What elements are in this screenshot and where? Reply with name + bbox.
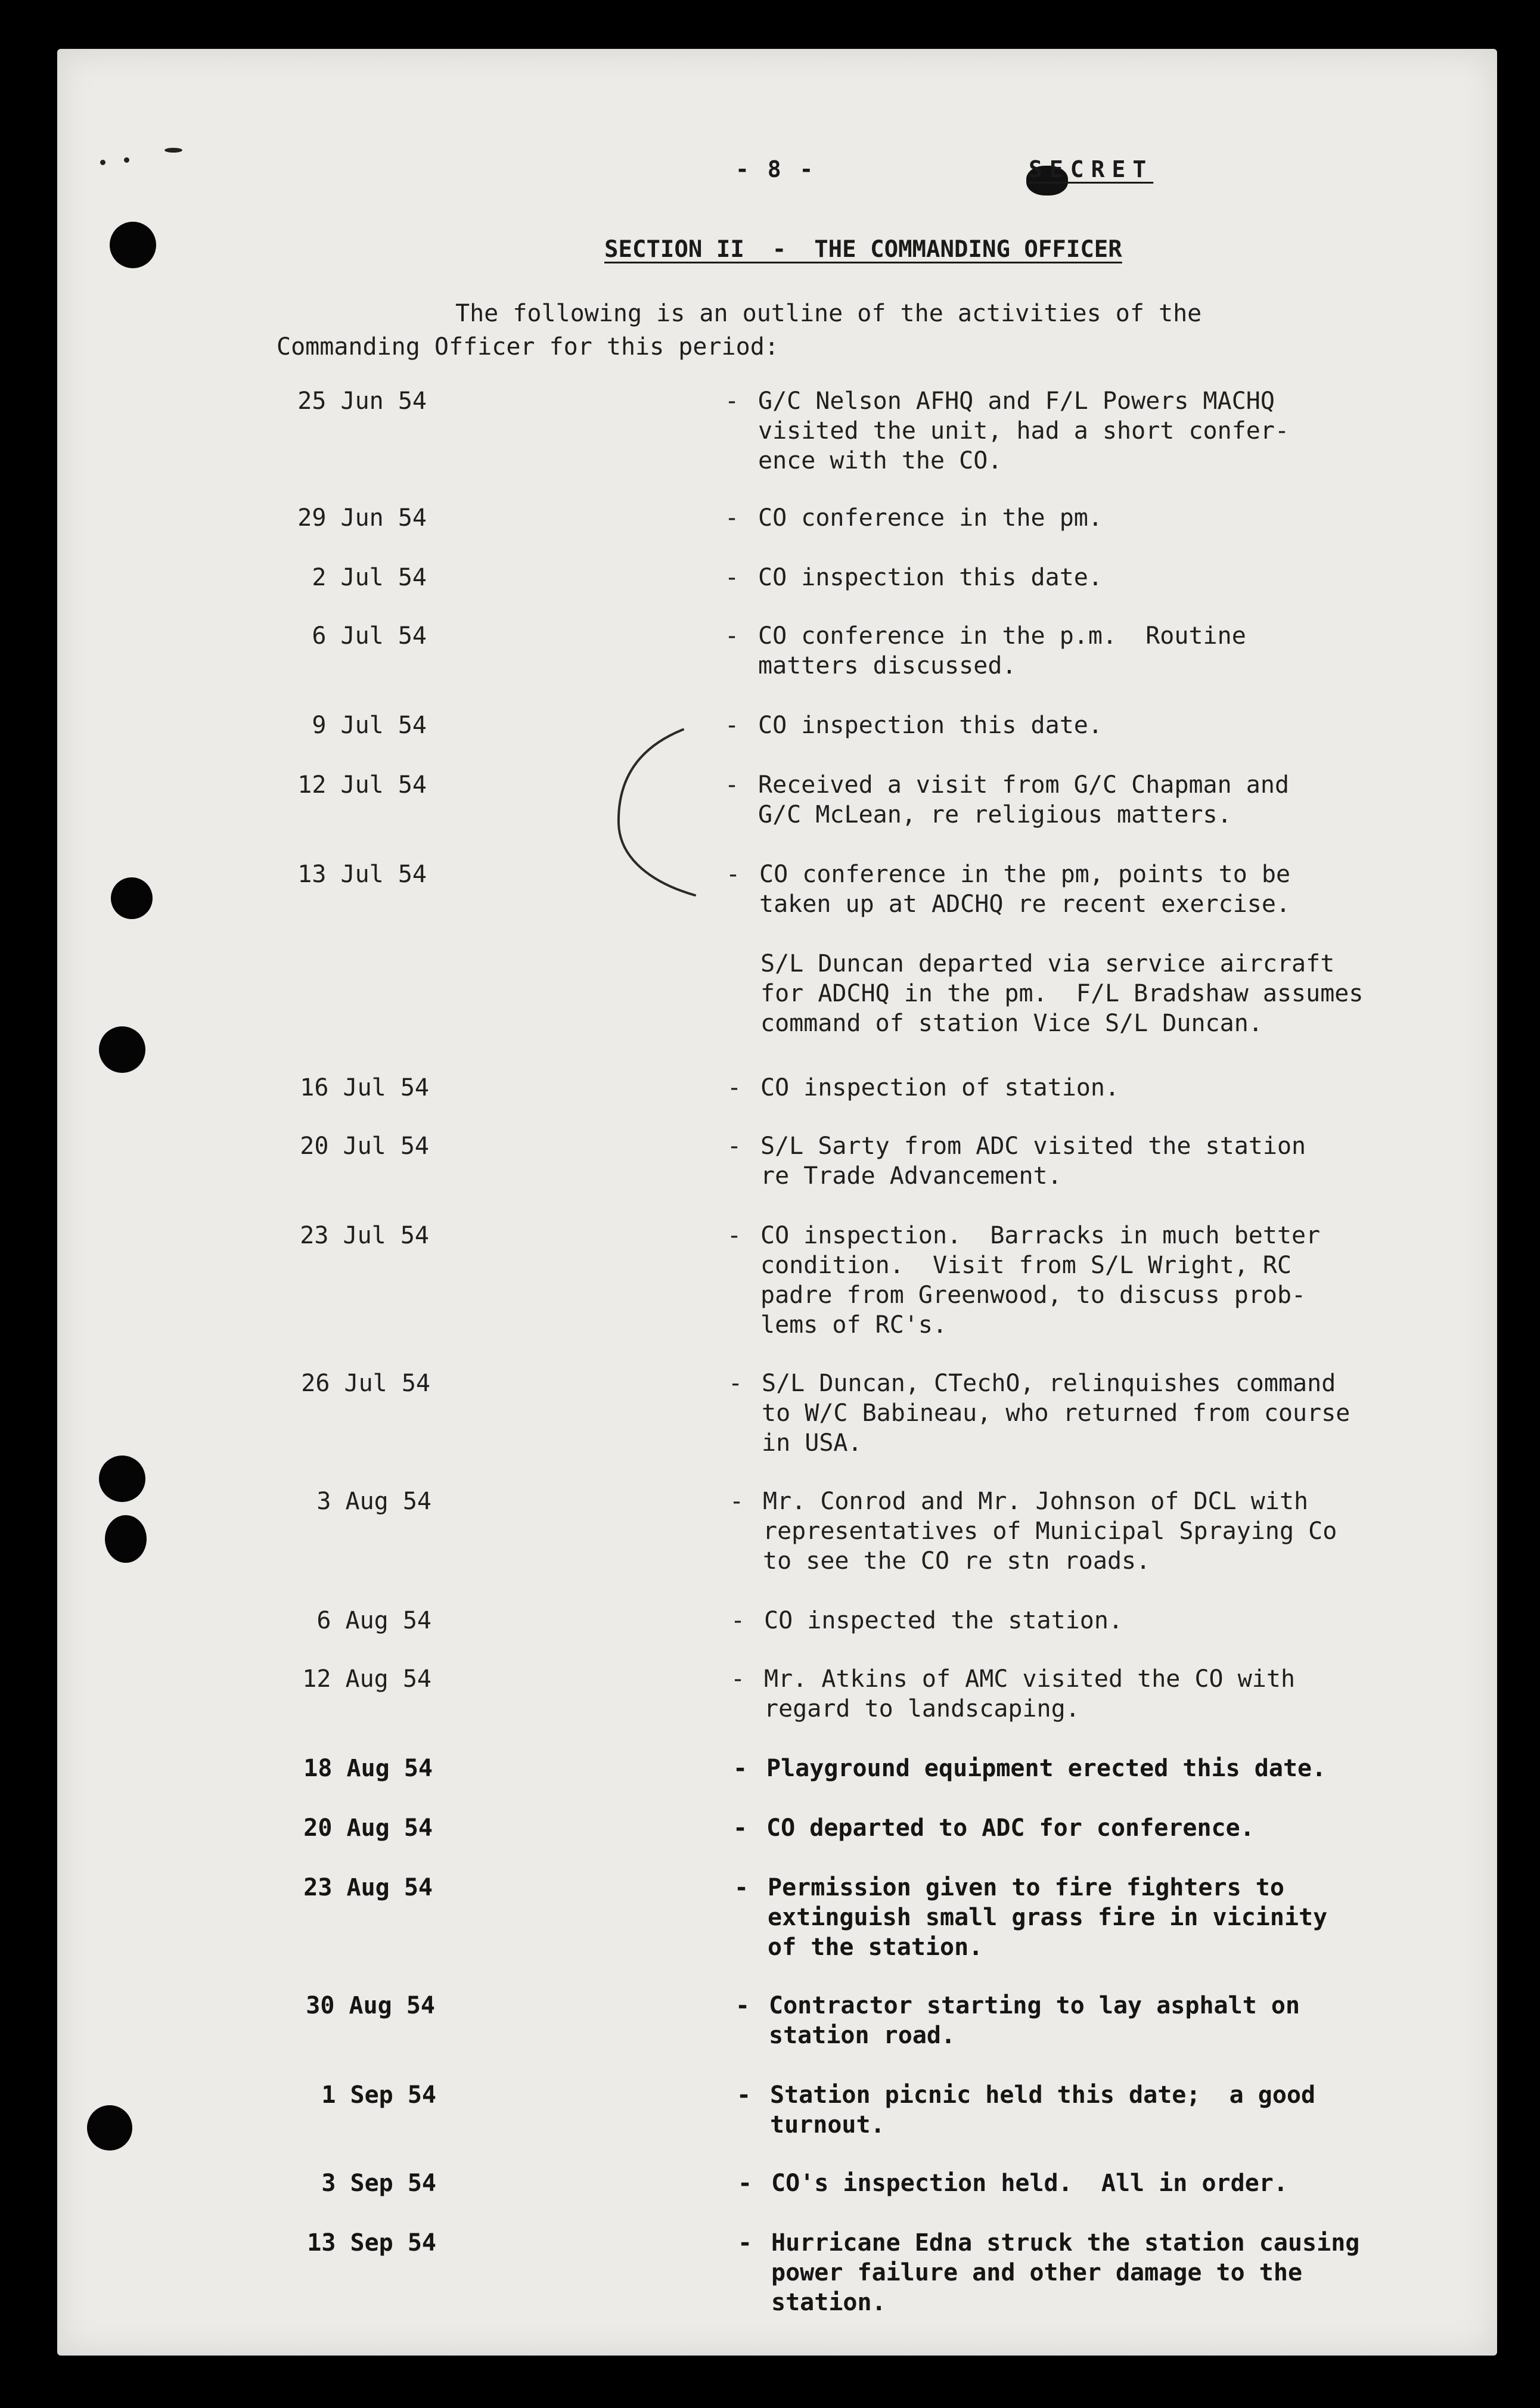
entry-date: 2 Jul 54 [312, 564, 427, 591]
entry-description: - CO's inspection held. All in order. [738, 2170, 1288, 2197]
entry-description: S/L Duncan departed via service aircraft for ADCHQ in the pm. F/L Bradshaw assumes command of station Vice S/L Duncan. [760, 950, 1364, 1037]
entry-date: 29 Jun 54 [297, 504, 427, 532]
entry-date: 13 Sep 54 [307, 2229, 436, 2257]
entry-date: 3 Sep 54 [321, 2170, 436, 2197]
intro-line: The following is an outline of the activities of the [455, 300, 1202, 327]
entry-description: - Mr. Conrod and Mr. Johnson of DCL with representatives of Municipal Spraying Co to see the CO re stn roads. [729, 1488, 1337, 1575]
entry-description: - Hurricane Edna struck the station causing power failure and other damage to the station. [738, 2229, 1360, 2316]
entry-date: 30 Aug 54 [306, 1992, 435, 2019]
entry-date: 9 Jul 54 [312, 712, 427, 739]
entry-description: - Contractor starting to lay asphalt on station road. [735, 1992, 1300, 2049]
entry-date: 26 Jul 54 [301, 1370, 430, 1397]
entry-description: - CO inspection this date. [725, 712, 1103, 739]
entry-date: 12 Aug 54 [302, 1665, 431, 1693]
entry-description: - CO inspection of station. [727, 1074, 1120, 1101]
entry-description: - CO inspection this date. [725, 564, 1103, 591]
section-title: SECTION II - THE COMMANDING OFFICER [604, 236, 1122, 263]
classification-marking: SECRET [1029, 156, 1154, 182]
entry-date: 13 Jul 54 [297, 861, 427, 888]
entry-description: - G/C Nelson AFHQ and F/L Powers MACHQ visited the unit, had a short confer- ence with the CO. [725, 387, 1290, 474]
entry-date: 12 Jul 54 [297, 771, 427, 799]
document-page [57, 49, 1497, 2356]
entry-date: 23 Jul 54 [300, 1222, 429, 1249]
entry-description: - S/L Duncan, CTechO, relinquishes command to W/C Babineau, who returned from course in USA. [728, 1370, 1350, 1457]
entry-date: 1 Sep 54 [321, 2081, 436, 2109]
entry-date: 20 Aug 54 [303, 1814, 433, 1842]
entry-description: - Received a visit from G/C Chapman and G/C McLean, re religious matters. [725, 771, 1290, 828]
entry-date: 6 Jul 54 [312, 622, 427, 650]
entry-date: 25 Jun 54 [297, 387, 427, 415]
entry-description: - CO conference in the p.m. Routine matters discussed. [725, 622, 1246, 679]
entry-description: - CO inspected the station. [731, 1607, 1123, 1634]
entry-description: - Permission given to fire fighters to extinguish small grass fire in vicinity of the station. [734, 1874, 1328, 1961]
entry-description: - CO departed to ADC for conference. [733, 1814, 1255, 1842]
entry-date: 16 Jul 54 [300, 1074, 429, 1101]
entry-description: - CO conference in the pm. [725, 504, 1103, 532]
entry-description: - S/L Sarty from ADC visited the station re Trade Advancement. [727, 1132, 1306, 1190]
entry-date: 20 Jul 54 [300, 1132, 429, 1160]
entry-description: - Station picnic held this date; a good turnout. [737, 2081, 1316, 2139]
intro-line: Commanding Officer for this period: [277, 333, 779, 361]
entry-date: 6 Aug 54 [316, 1607, 431, 1634]
entry-description: - Mr. Atkins of AMC visited the CO with regard to landscaping. [731, 1665, 1296, 1723]
page-number: - 8 - [735, 156, 816, 182]
entry-description: - CO inspection. Barracks in much better condition. Visit from S/L Wright, RC padre from Greenwood, to discuss prob- lems of RC's. [727, 1222, 1321, 1339]
entry-date: 3 Aug 54 [316, 1488, 431, 1515]
entry-description: - CO conference in the pm, points to be taken up at ADCHQ re recent exercise. [726, 861, 1291, 918]
entry-date: 23 Aug 54 [303, 1874, 433, 1901]
entry-date: 18 Aug 54 [303, 1755, 433, 1782]
activity-log [57, 49, 1497, 2356]
entry-description: - Playground equipment erected this date. [733, 1755, 1327, 1782]
